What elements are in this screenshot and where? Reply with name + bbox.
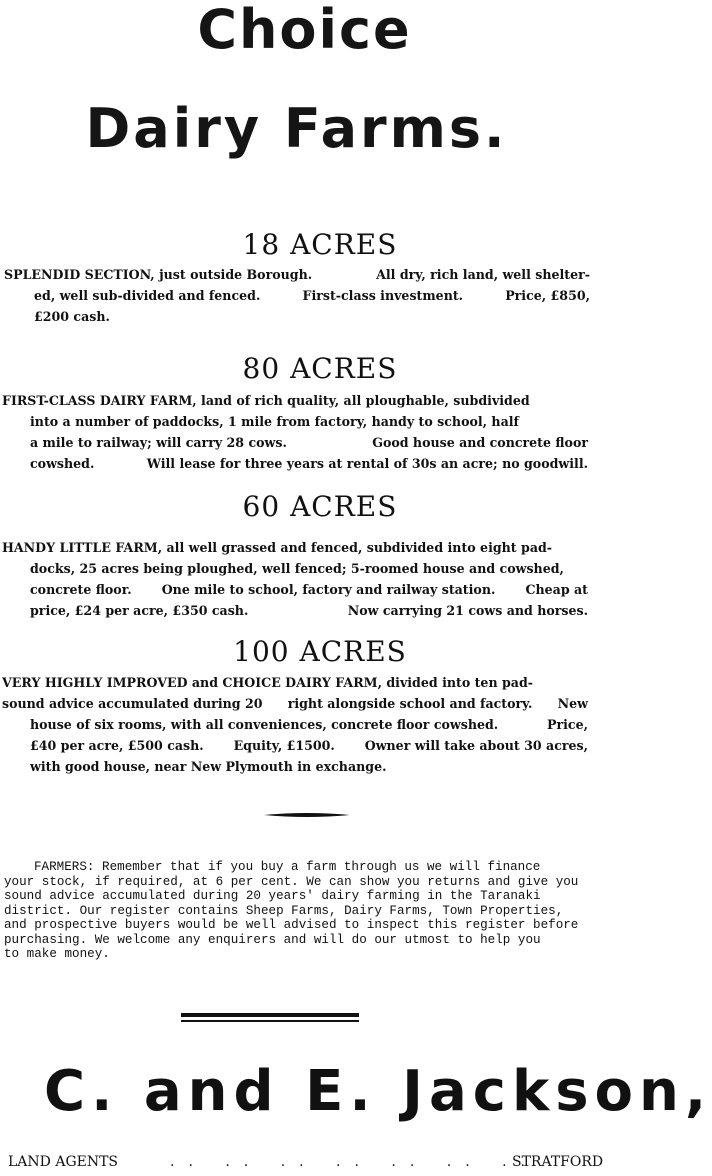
listing-heading-18-acres: 18 ACRES <box>242 228 398 261</box>
listing-body-80-acres <box>2 390 588 474</box>
listing-text: Owner will take about 30 acres, <box>364 738 588 753</box>
notice-line: to make money. <box>4 947 110 961</box>
listing-heading-60-acres: 60 ACRES <box>242 490 398 523</box>
listing-text: £40 per acre, £500 cash. <box>30 738 204 753</box>
footer-stratford: STRATFORD <box>512 1154 604 1170</box>
notice-line: your stock, if required, at 6 per cent. We can show you returns and give you <box>4 874 579 889</box>
listing-text: First-class investment. <box>302 288 464 303</box>
ad-title-line1: Choice <box>197 0 412 61</box>
notice-line: FARMERS: Remember that if you buy a farm through us we will finance <box>34 860 541 874</box>
rule-thick <box>181 1013 359 1017</box>
listing-body-60-acres <box>2 537 588 621</box>
listing-text: New <box>557 696 588 711</box>
footer-land-agents: LAND AGENTS <box>8 1154 119 1170</box>
listing-text: Cheap at <box>525 582 588 597</box>
farmers-notice <box>4 860 592 962</box>
listing-text: house of six rooms, with all conveniences, concrete floor cowshed. <box>30 717 499 732</box>
listing-text: Price, £850, <box>505 288 590 303</box>
listing-text: cowshed. <box>30 456 95 471</box>
ornamental-divider <box>262 810 352 820</box>
listing-text: Price, <box>547 717 588 732</box>
listing-text: All dry, rich land, well shelter- <box>376 267 590 282</box>
listing-text: Now carrying 21 cows and horses. <box>347 603 588 618</box>
ad-title-line2: Dairy Farms. <box>85 97 508 160</box>
agent-name: C. and E. Jackson, <box>44 1059 712 1124</box>
listing-text: with good house, near New Plymouth in exchange. <box>30 759 387 774</box>
listing-text: SPLENDID SECTION, just outside Borough. <box>4 267 313 282</box>
listing-text: HANDY LITTLE FARM, all well grassed and fenced, subdivided into eight pad- <box>2 540 553 555</box>
notice-line: purchasing. We welcome any enquirers and will do our utmost to help you <box>4 932 541 947</box>
listing-body-18-acres <box>4 264 590 327</box>
listing-text: a mile to railway; will carry 28 cows. <box>30 435 287 450</box>
notice-line: district. Our register contains Sheep Farms, Dairy Farms, Town Properties, <box>4 903 564 918</box>
listing-text: right alongside school and factory. <box>287 696 533 711</box>
notice-line: and prospective buyers would be well advised to inspect this register before <box>4 918 579 932</box>
listing-heading-80-acres: 80 ACRES <box>242 352 398 385</box>
listing-text: One mile to school, factory and railway station. <box>161 582 496 597</box>
listing-text: FIRST-CLASS DAIRY FARM, land of rich quality, all ploughable, subdivided <box>2 393 530 408</box>
listing-text: price, £24 per acre, £350 cash. <box>30 603 249 618</box>
listing-text: ed, well sub-divided and fenced. <box>34 288 261 303</box>
listing-heading-100-acres: 100 ACRES <box>233 635 407 668</box>
listing-text: sound advice accumulated during 20 <box>2 696 263 711</box>
listing-text: Good house and concrete floor <box>372 435 588 450</box>
listing-text: concrete floor. <box>30 582 132 597</box>
listing-text: into a number of paddocks, 1 mile from factory, handy to school, half <box>30 414 519 429</box>
footer-dots: .. .. .. .. .. .. .. <box>170 1154 540 1170</box>
listing-text: docks, 25 acres being ploughed, well fenced; 5-roomed house and cowshed, <box>30 561 564 576</box>
listing-text: £200 cash. <box>34 309 110 324</box>
listing-text: VERY HIGHLY IMPROVED and CHOICE DAIRY FARM, divided into ten pad- <box>2 675 533 690</box>
listing-text: Will lease for three years at rental of 30s an acre; no goodwill. <box>146 456 588 471</box>
listing-body-100-acres <box>2 672 588 777</box>
notice-line: sound advice accumulated during 20 years' dairy farming in the Taranaki <box>4 889 541 903</box>
listing-text: Equity, £1500. <box>233 738 335 753</box>
rule-thin <box>181 1020 359 1022</box>
